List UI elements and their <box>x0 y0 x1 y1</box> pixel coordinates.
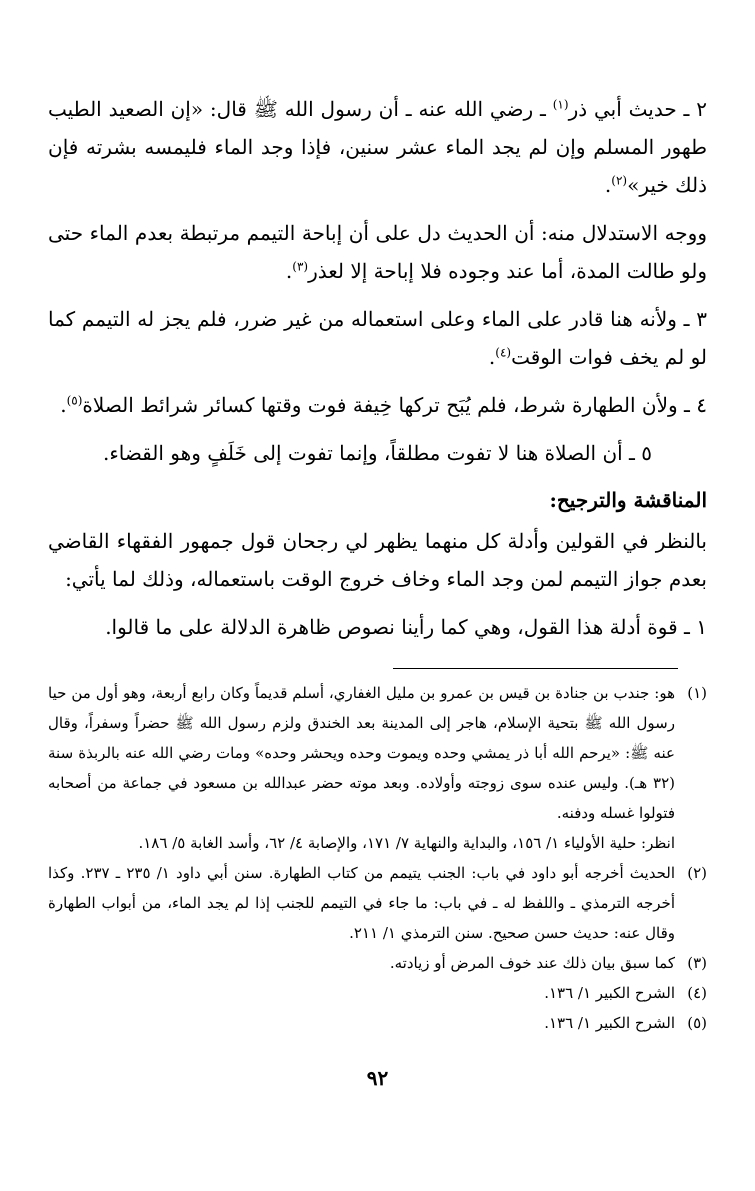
footnote-ref-2: (٢) <box>611 173 628 188</box>
footnote-text: هو: جندب بن جنادة بن قيس بن عمرو بن مليل الغفاري، أسلم قديماً وكان رابع أربعة، وهو أول من حيا رسول الله ﷺ بتحية الإسلام، هاجر إلى المدينة بعد الخندق ولزم رسول الله ﷺ حضراً وسفراً، وقال عنه ﷺ: «يرحم الله أبا ذر يمشي وحده ويموت وحده ويحشر وحده» ومات رضي الله عنه بالربذة سنة (٣٢ هـ). وليس عنده سوى زوجته وأولاده. وبعد موته حضر عبدالله بن مسعود في جماعة من أصحابه فتولوا غسله ودفنه. <box>48 684 675 822</box>
footnote-number: (٣) <box>687 954 707 972</box>
footnote-number: (٢) <box>687 864 707 882</box>
main-text <box>48 90 707 656</box>
footnote-separator <box>393 668 678 669</box>
footnote-text: كما سبق بيان ذلك عند خوف المرض أو زيادته. <box>389 954 675 972</box>
paragraph-point-5: ٥ ـ أن الصلاة هنا لا تفوت مطلقاً، وإنما تفوت إلى خَلَفٍ وهو القضاء. <box>102 441 653 465</box>
footnote-number: (٥) <box>687 1014 707 1032</box>
paragraph-point-4: ٤ ـ ولأن الطهارة شرط، فلم يُبَح تركها خِيفة فوت وقتها كسائر شرائط الصلاة$^{(٥)}$. <box>60 393 707 417</box>
paragraph-discussion: بالنظر في القولين وأدلة كل منهما يظهر لي رجحان قول جمهور الفقهاء القاضي بعدم جواز التيمم لمن وجد الماء وخاف خروج الوقت باستعماله، وذلك لما يأتي: <box>48 529 707 591</box>
footnote-3 <box>48 948 707 978</box>
footnote-ref-4: (٤) <box>495 345 512 360</box>
footnote-5 <box>48 1008 707 1038</box>
page-number: ٩٢ <box>366 1066 389 1090</box>
footnote-2 <box>48 858 707 948</box>
footnote-text: الشرح الكبير ١/ ١٣٦. <box>544 1014 675 1032</box>
footnote-sources: انظر: حلية الأولياء ١/ ١٥٦، والبداية والنهاية ٧/ ١٧١، والإصابة ٤/ ٦٢، وأسد الغابة ٥/ ١٨٦. <box>138 834 675 852</box>
paragraph-evidence: ووجه الاستدلال منه: أن الحديث دل على أن إباحة التيمم مرتبطة بعدم الماء حتى ولو طالت المدة، أما عند وجوده فلا إباحة إلا لعذر$^{(٣)}$. <box>48 221 707 283</box>
paragraph-hadith-abu-dhar: ٢ ـ حديث أبي ذر$^{(١)}$ ـ رضي الله عنه ـ أن رسول الله ﷺ قال: «إن الصعيد الطيب طهور المسلم وإن لم يجد الماء عشر سنين، فإذا وجد الماء فليمسه بشرته فإن ذلك خير»$^{(٢)}$. <box>48 97 707 197</box>
footnote-4 <box>48 978 707 1008</box>
footnote-number: (١) <box>687 684 707 702</box>
footnote-number: (٤) <box>687 984 707 1002</box>
paragraph-point-3: ٣ ـ ولأنه هنا قادر على الماء وعلى استعماله من غير ضرر، فلم يجز له التيمم كما لو لم يخف فوات الوقت$^{(٤)}$. <box>48 307 707 369</box>
paragraph-point-1: ١ ـ قوة أدلة هذا القول، وهي كما رأينا نصوص ظاهرة الدلالة على ما قالوا. <box>105 615 707 639</box>
footnote-ref-5: (٥) <box>66 393 83 408</box>
footnote-text: الشرح الكبير ١/ ١٣٦. <box>544 984 675 1002</box>
footnote-1 <box>48 678 707 858</box>
footnote-ref-3: (٣) <box>292 259 309 274</box>
footnote-ref-1: (١) <box>552 97 569 112</box>
footnote-text: الحديث أخرجه أبو داود في باب: الجنب يتيمم من كتاب الطهارة. سنن أبي داود ١/ ٢٣٥ ـ ٢٣٧. وكذا أخرجه الترمذي ـ واللفظ له ـ في باب: ما جاء في التيمم للجنب إذا لم يجد الماء، من أبواب الطهارة وقال عنه: حديث حسن صحيح. سنن الترمذي ١/ ٢١١. <box>48 864 676 942</box>
section-heading: المناقشة والترجيح: <box>549 488 707 512</box>
footnotes <box>48 678 707 1038</box>
